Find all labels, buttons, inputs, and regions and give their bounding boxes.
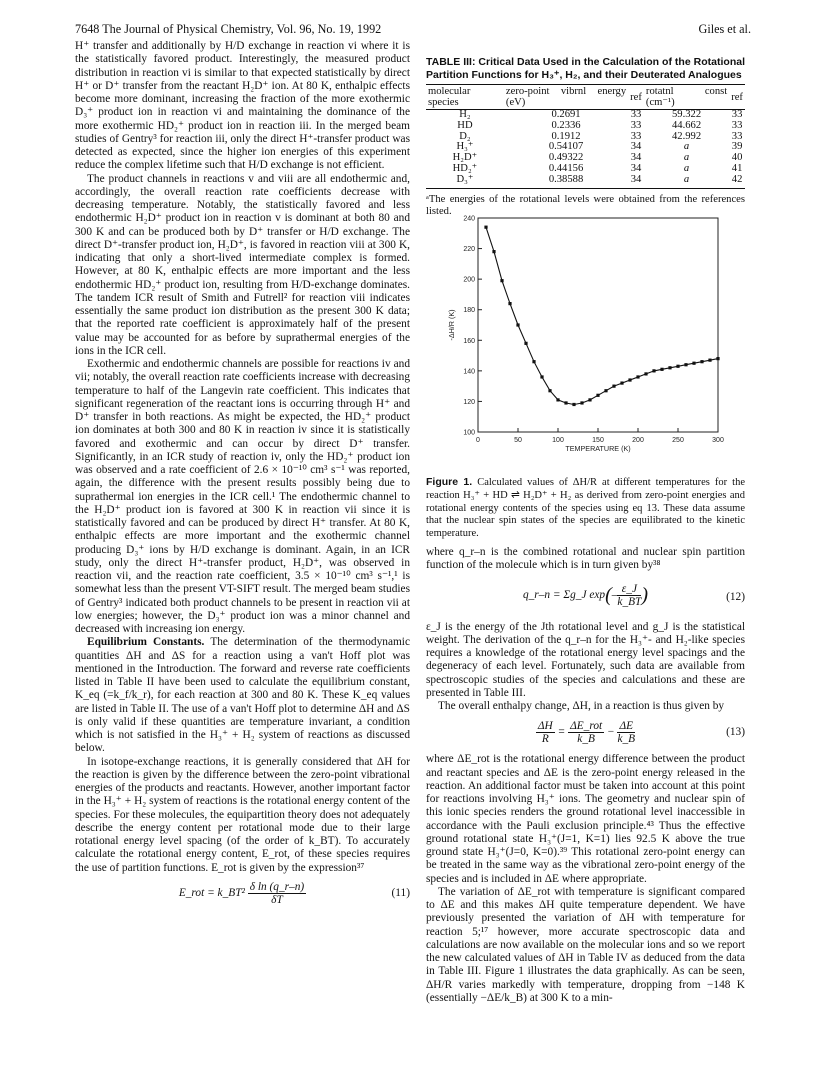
equation-number: (11) (391, 886, 410, 899)
data-point (556, 398, 559, 401)
table-cell: 0.2336 (551, 119, 581, 131)
table-header-cell: rotatnl const (cm⁻¹) (645, 86, 728, 108)
table-cell: H₃⁺ (456, 141, 474, 153)
table-row (426, 175, 745, 188)
data-point (604, 389, 607, 392)
eq13-frac-c (617, 720, 635, 745)
table-cell: 40 (731, 152, 743, 164)
table-cell: D₃⁺ (426, 175, 504, 188)
table-cell: 59.322 (671, 109, 702, 120)
eq11-fraction (248, 881, 306, 906)
eq13-b-numerator: ΔE_rot (570, 720, 603, 733)
table-header-cell: molecular species (426, 85, 504, 110)
table-cell: 33 (731, 119, 743, 131)
table-cell: a (644, 175, 729, 188)
eq11-lhs: E_rot = k_BT² (178, 886, 245, 899)
data-point (628, 378, 631, 381)
paragraph: where ΔE_rot is the rotational energy difference between the product and reactant species and ΔE is the zero-point energy released in the reaction. An additional factor must be taken into account at this point for reactions involving H₃⁺ ions. The geometry and nuclear spin of this ionic species renders the ground rotational level inaccessible in accordance with the Pauli exclusion principle.⁴³ Thus the effective ground rotational state H₃⁺(J=1, K=1) lies 92.5 K above the true ground state H₃⁺(J=0, K=0).³⁹ This rotational zero-point energy can be treated in the same way as the vibrational zero-point energy of the species and is included in ΔE where appropriate. (426, 753, 745, 885)
y-tick-label: 160 (463, 337, 475, 345)
data-point (516, 323, 519, 326)
table-cell: a (683, 152, 690, 164)
table-cell: 0.1912 (551, 130, 581, 142)
paragraph: Exothermic and endothermic channels are possible for reactions iv and vii; notably, the overall reaction rate coefficients increase with decreasing temperature to half of the Langevin rate coefficient. This indicates that significant regeneration of the reactant ions is occurring through H⁺ and D⁺ transfer in both reactions. As might be expected, the HD₂⁺ product ion dominates at both 300 and 80 K in reaction iv since it is statistically favored and exothermic and can occur by direct D⁺ transfer. Significantly, in an ICR study of reaction iv, only the HD₂⁺ product ion was observed and a rate coefficient of 2.6 × 10⁻¹⁰ cm³ s⁻¹ was reported, again, the difference with the present results possibly being due to suprathermal ion energies in the ICR cell.¹ The endothermic channel to the H₂D⁺ product ion is favored at 300 K in reaction vii since it is statistically favored and can be produced by direct H⁺ transfer. At 80 K, enthalpic effects are more important and the exothermic channel producing D₃⁺ ions by H/D exchange is dominant. Again, in an ICR study, only the direct H⁺-transfer product, H₂D⁺, was observed in reaction vii, and the reaction rate coefficient, 3.5 × 10⁻¹⁰ cm³ s⁻¹,¹ is somewhat less than the present VT-SIFT result. The merged beam studies of Gentry³ indicated both product channels to be present in reaction vii at low energies; however, the D₃⁺ product ion was a minor channel and decreased with increasing ion energy. (75, 358, 410, 635)
table-cell: 34 (630, 152, 642, 164)
running-header-left: 7648 The Journal of Physical Chemistry, Vol. 96, No. 19, 1992 (75, 22, 382, 36)
table-cell: H₂D⁺ (452, 152, 478, 164)
paragraph: The product channels in reactions v and viii are all endothermic and, accordingly, the overall reaction rate coefficients decrease with decreasing temperature. Notably, the statistically favored and less endothermic H₂D⁺ product ion in reaction v is dominant at both 80 and 300 K and can be produced both by D⁺ transfer or H/D exchange. The direct D⁺-transfer product ion, H₂D⁺, is favored in reaction viii at 300 K, indicating that only a short-lived intermediate complex is formed. However, at 80 K, enthalpic effects are more important and the less endothermic HD₂⁺ product ion, resulting from H/D-exchange dominates. The tandem ICR result of Smith and Futrell² for reaction viii indicates essentially the same product ion distribution as the present 300 K data; that the reported rate coefficient is approximately half of the present value may be accounted for as before by suprathermal energies of the ions in the ICR cell. (75, 172, 410, 357)
paragraph: H⁺ transfer and additionally by H/D exchange in reaction vi where it is the statistically favored product. Interestingly, the measured product distribution in reaction vi is similar to that expected statistically by direct H⁺ or D⁺ transfer from the reactant H₂D⁺ ion. At 80 K, enthalpic effects become more dominant, increasing the fraction of the more exothermic D₃⁺ product ion in reaction vi and maintaining the dominance of the more exothermic HD₂⁺ product ion in reaction iii. In the merged beam studies of Gentry³ for reaction iii, only the direct H⁺-transfer product was detected as expected, since the higher ion energies of this experiment reduce the complex lifetime such that H/D exchange is not efficient. (75, 40, 410, 172)
x-tick-label: 300 (712, 437, 724, 444)
data-point (676, 365, 679, 368)
data-point (620, 381, 623, 384)
x-tick-label: 250 (672, 437, 684, 444)
figure-caption-text: Calculated values of ΔH/R at different temperatures for the reaction H₃⁺ + HD ⇌ H₂D⁺ + H₂ as derived from zero-point energies and rotational energy contents of the species using eq 13. These data assume that the nuclear spin states of the species are equilibrated to the kinetic temperature. (426, 477, 745, 540)
x-tick-label: 0 (476, 437, 480, 444)
paragraph: The overall enthalpy change, ΔH, in a reaction is thus given by (438, 700, 725, 712)
eq13-frac-b (568, 720, 604, 745)
equation-12: q_r–n = Σg_J exp(– $\frac{\varepsilon\_J}{k\_BT}$ ) (12) (522, 582, 745, 608)
data-point (684, 363, 687, 366)
table-cell: 34 (628, 175, 644, 188)
data-point (492, 250, 495, 253)
figure-1-chart (430, 212, 745, 474)
y-tick-label: 200 (463, 276, 475, 284)
table-cell: 33 (630, 119, 642, 131)
eq13-a-numerator: ΔH (537, 720, 553, 733)
data-point (588, 398, 591, 401)
table-cell: 0.38588 (504, 175, 628, 188)
paragraph: The variation of ΔE_rot with temperature is significant compared to ΔE and this makes ΔH quite temperature dependent. We have previously presented the variation of ΔH with temperature for reaction 5;¹⁷ however, more accurate spectroscopic data and calculations are now available on the molecular ions and so we report the new calculated values of ΔH in Table IV as deduced from the data in Table III. Figure 1 illustrates the data graphically. As can be seen, ΔH/R varies markedly with temperature, dropping from −148 K (essentially −ΔE/k_B) at 300 K to a min- (426, 885, 745, 1004)
table-block (426, 56, 745, 219)
table-cell: D₂ (459, 130, 471, 142)
table-cell: 39 (731, 141, 743, 153)
data-point (580, 401, 583, 404)
table-header-row (426, 85, 745, 110)
table-row (426, 132, 745, 143)
data-point (524, 342, 527, 345)
data-point (508, 302, 511, 305)
y-axis-label: -ΔH/R (K) (447, 309, 456, 341)
data-point (596, 394, 599, 397)
x-tick-label: 50 (514, 437, 522, 444)
equation-11 (75, 879, 410, 909)
eq12-denominator: k_BT (617, 595, 642, 608)
eq13-a-denominator: R (541, 733, 549, 746)
data-point (636, 375, 639, 378)
table-footnote: ᵃThe energies of the rotational levels were obtained from the references listed. (426, 193, 745, 218)
figure-label: Figure 1. (426, 476, 473, 488)
table-cell: 44.662 (671, 119, 702, 131)
eq11-denominator: δT (271, 893, 283, 906)
data-table (426, 84, 745, 189)
plot-frame (478, 218, 718, 432)
data-point (716, 357, 719, 360)
table-cell: 33 (630, 109, 642, 120)
table-cell: 42 (729, 175, 745, 188)
data-point (708, 359, 711, 362)
table-cell: 0.2691 (551, 109, 581, 120)
paragraph: ε_J is the energy of the Jth rotational level and g_J is the statistical weight. The derivation of the q_r–n for the H₃⁺- and H₂-like species requires a knowledge of the rotational energy level spacings and the degeneracy of each level. Fortunately, such data are available from spectroscopic studies of the species and calculations and these are presented in Table III. (426, 620, 745, 699)
table-cell: 0.49322 (548, 152, 584, 164)
table-row (426, 164, 745, 175)
data-point (572, 403, 575, 406)
data-point (660, 368, 663, 371)
table-cell: 33 (731, 109, 743, 120)
table-cell: 41 (731, 162, 743, 174)
data-point (692, 362, 695, 365)
y-tick-label: 180 (463, 307, 475, 315)
equation-number: (12) (726, 590, 745, 603)
table-title: TABLE III: Critical Data Used in the Calculation of the Rotational Partition Functions for H₃⁺, H₂, and their Deuterated Analogues (426, 56, 745, 81)
eq13-b-denominator: k_B (577, 733, 595, 746)
x-tick-label: 200 (632, 437, 644, 444)
eq13-c-numerator: ΔE (617, 720, 635, 733)
table-cell: 0.54107 (548, 141, 584, 153)
table-cell: 33 (731, 130, 743, 142)
y-tick-label: 100 (463, 429, 475, 437)
paragraph-equilibrium (75, 636, 410, 755)
paragraph-text: The determination of the thermodynamic quantities ΔH and ΔS for a reaction using a van't Hoff plot was mentioned in the Introduction. The forward and reverse rate coefficients listed in Table II have been used to calculate the equilibrium constant, K_eq (=k_f/k_r), for each reaction at 300 and 80 K. These K_eq values are listed in Table II. The use of a van't Hoff plot to determine ΔH and ΔS is only valid if these quantities are temperature invariant, a condition which is not satisfied in the H₃⁺ + H₂ system of reactions as discussed below. (75, 636, 410, 755)
data-point (540, 375, 543, 378)
data-point (564, 401, 567, 404)
right-column (426, 546, 745, 1005)
eq11-numerator: δ ln (q_r–n) (249, 880, 305, 893)
y-tick-label: 140 (463, 368, 475, 376)
table-cell: 42.992 (671, 130, 702, 142)
x-axis-label: TEMPERATURE (K) (565, 444, 631, 453)
y-tick-label: 120 (463, 398, 475, 406)
table-cell: a (683, 162, 690, 174)
table-cell: a (683, 141, 690, 153)
data-point (532, 360, 535, 363)
data-point (668, 366, 671, 369)
eq13-frac-a (536, 720, 555, 745)
data-line (486, 227, 718, 404)
table-cell: HD (457, 119, 473, 131)
table-cell: 34 (630, 162, 642, 174)
data-point (652, 369, 655, 372)
left-column (75, 40, 410, 913)
table-cell: 0.44156 (548, 162, 584, 174)
data-point (484, 226, 487, 229)
table-header-cell: zero-point vibrnl energy (eV) (505, 86, 627, 108)
paragraph: In isotope-exchange reactions, it is generally considered that ΔH for the reaction is given by the difference between the zero-point vibrational energies of the products and reactants. However, another important factor in the H₃⁺ + H₂ system of reactions is the rotational energy content of the species. For these molecules, the equipartition theory does not adequately describe the energy content per rotational mode due to their large rotational energy level spacing (of the order of k_BT). To accurately calculate the rotational energy content, E_rot, of these species requires the use of partition functions. E_rot is given by the expression³⁷ (75, 755, 410, 874)
section-heading: Equilibrium Constants. (87, 636, 205, 649)
figure-caption (426, 476, 745, 541)
data-point (612, 385, 615, 388)
eq13-c-denominator: k_B (617, 733, 636, 746)
eq12-lhs: q_r–n = Σg_J exp (522, 588, 606, 601)
y-tick-label: 220 (463, 246, 475, 254)
table-row (426, 121, 745, 132)
table-cell: 34 (630, 141, 642, 153)
data-point (500, 279, 503, 282)
data-point (644, 372, 647, 375)
data-point (548, 389, 551, 392)
running-header-right: Giles et al. (698, 22, 751, 36)
paragraph: where q_r–n is the combined rotational and nuclear spin partition function of the molecule which is in turn given by³⁸ (426, 546, 745, 572)
table-cell: 33 (630, 130, 642, 142)
x-tick-label: 150 (592, 437, 604, 444)
data-point (700, 360, 703, 363)
y-tick-label: 240 (463, 215, 475, 223)
table-cell: H₂ (459, 109, 471, 120)
table-header-cell: ref (628, 85, 644, 110)
eq12-numerator: ε_J (617, 583, 641, 596)
table-header-cell: ref (729, 85, 745, 110)
equation-number: (13) (726, 726, 745, 739)
table-cell: HD₂⁺ (452, 162, 478, 174)
equation-13: $\frac{\Delta H}{R}$ = $\frac{\text{ΔE\_rot}}{k\_B}$ − $\frac{\Delta E}{k\_B}$ (13) (537, 720, 745, 746)
eq12-fraction (617, 583, 641, 608)
x-tick-label: 100 (552, 437, 564, 444)
